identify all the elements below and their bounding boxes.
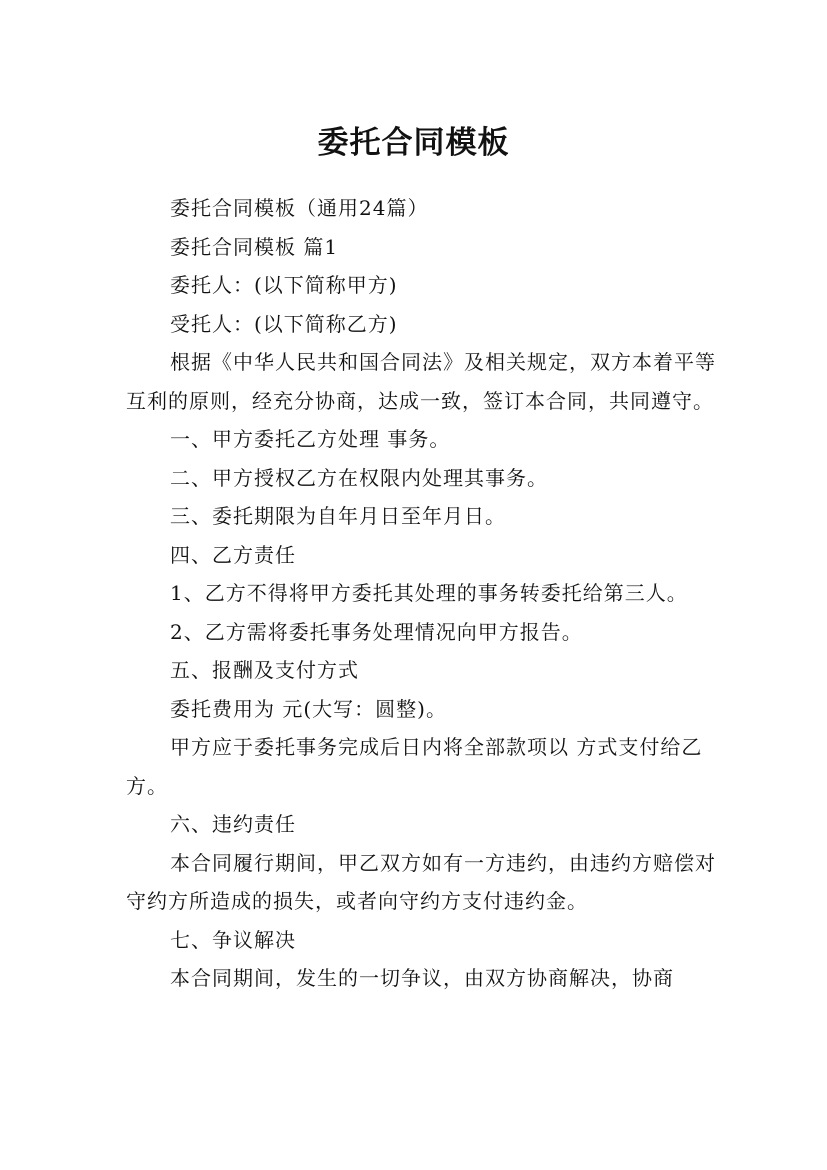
paragraph-payment: 甲方应于委托事务完成后日内将全部款项以 方式支付给乙方。 [126,735,703,798]
paragraph-fee: 委托费用为 元(大写：圆整)。 [170,696,447,721]
document-title: 委托合同模板 [317,124,510,161]
paragraph-clause-7-heading: 七、争议解决 [170,927,296,952]
paragraph-clause-4-item-1: 1、乙方不得将甲方委托其处理的事务转委托给第三人。 [170,581,688,605]
paragraph-principal: 委托人：(以下简称甲方) [170,273,398,297]
paragraph-breach: 本合同履行期间，甲乙双方如有一方违约，由违约方赔偿对守约方所造成的损失，或者向守约方支付违约金。 [126,850,716,913]
paragraph-preamble: 根据《中华人民共和国合同法》及相关规定，双方本着平等互利的原则，经充分协商，达成一致，签订本合同，共同遵守。 [126,350,716,413]
paragraph-clause-2: 二、甲方授权乙方在权限内处理其事务。 [170,465,548,490]
paragraph-clause-4-item-2: 2、乙方需将委托事务处理情况向甲方报告。 [170,619,583,644]
paragraph-clause-6-heading: 六、违约责任 [170,812,296,836]
paragraph-section-heading: 委托合同模板 篇1 [170,234,339,259]
paragraph-clause-5-heading: 五、报酬及支付方式 [170,658,359,682]
paragraph-dispute: 本合同期间，发生的一切争议，由双方协商解决，协商 [170,966,674,990]
paragraph-agent: 受托人：(以下简称乙方) [170,311,398,336]
paragraph-clause-4-heading: 四、乙方责任 [170,542,296,567]
paragraph-clause-3: 三、委托期限为自年月日至年月日。 [170,504,506,528]
paragraph-clause-1: 一、甲方委托乙方处理 事务。 [170,427,451,451]
paragraph-subtitle: 委托合同模板（通用24篇） [170,196,429,220]
document-body [126,189,718,998]
